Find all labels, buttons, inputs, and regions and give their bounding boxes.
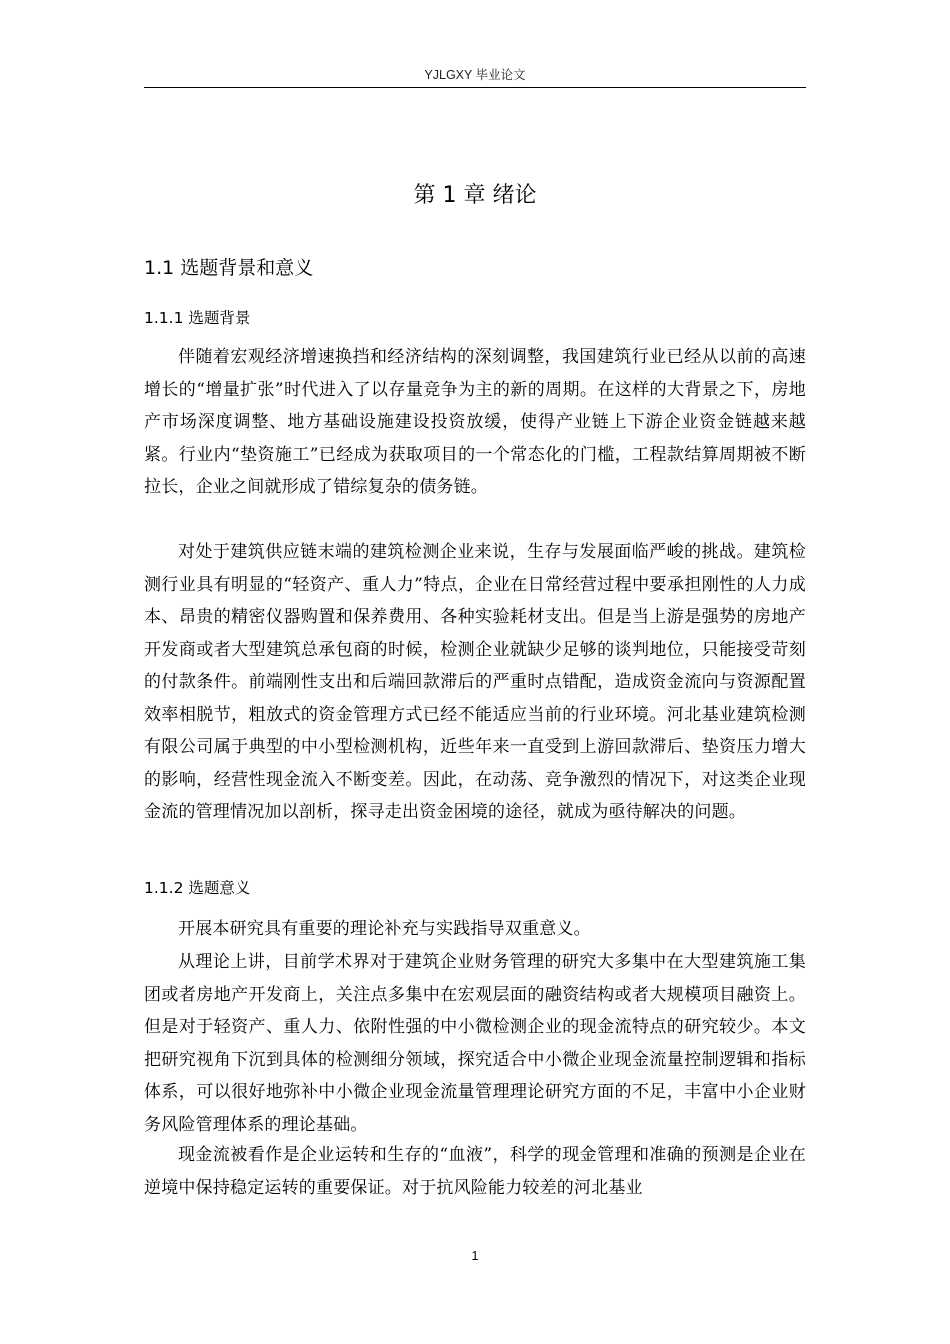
- chapter-title: 第 1 章 绪论: [413, 183, 537, 208]
- page-header: YJLGXY 毕业论文: [424, 68, 526, 82]
- section-title: 1.1 选题背景和意义: [144, 257, 314, 279]
- paragraph-significance-theory: 从理论上讲，目前学术界对于建筑企业财务管理的研究大多集中在大型建筑施工集团或者房地产开发商上，关注点多集中在宏观层面的融资结构或者大规模项目融资上。但是对于轻资产、重人力、依附性强的中小微检测企业的现金流特点的研究较少。本文把研究视角下沉到具体的检测细分领域，探究适合中小微企业现金流量控制逻辑和指标体系，可以很好地弥补中小微企业现金流量管理理论研究方面的不足，丰富中小企业财务风险管理体系的理论基础。: [144, 952, 806, 1135]
- paragraph-background-2: 对处于建筑供应链末端的建筑检测企业来说，生存与发展面临严峻的挑战。建筑检测行业具有明显的“轻资产、重人力”特点，企业在日常经营过程中要承担刚性的人力成本、昂贵的精密仪器购置和保养费用、各种实验耗材支出。但是当上游是强势的房地产开发商或者大型建筑总承包商的时候，检测企业就缺少足够的谈判地位，只能接受苛刻的付款条件。前端刚性支出和后端回款滞后的严重时点错配，造成资金流向与资源配置效率相脱节，粗放式的资金管理方式已经不能适应当前的行业环境。河北基业建筑检测有限公司属于典型的中小型检测机构，近些年来一直受到上游回款滞后、垫资压力增大的影响，经营性现金流入不断变差。因此，在动荡、竞争激烈的情况下，对这类企业现金流的管理情况加以剖析，探寻走出资金困境的途径，就成为亟待解决的问题。: [144, 542, 806, 822]
- page-number: 1: [471, 1249, 479, 1263]
- paragraph-background-1: 伴随着宏观经济增速换挡和经济结构的深刻调整，我国建筑行业已经从以前的高速增长的“增量扩张”时代进入了以存量竞争为主的新的周期。在这样的大背景之下，房地产市场深度调整、地方基础设施建设投资放缓，使得产业链上下游企业资金链越来越紧。行业内“垫资施工”已经成为获取项目的一个常态化的门槛，工程款结算周期被不断拉长，企业之间就形成了错综复杂的债务链。: [144, 347, 806, 497]
- subsection-title-significance: 1.1.2 选题意义: [144, 879, 251, 897]
- paragraph-significance-intro: 开展本研究具有重要的理论补充与实践指导双重意义。: [178, 919, 591, 939]
- header-divider: [144, 87, 806, 88]
- subsection-title-background: 1.1.1 选题背景: [144, 309, 251, 327]
- paragraph-significance-practice: 现金流被看作是企业运转和生存的“血液”，科学的现金管理和准确的预测是企业在逆境中保持稳定运转的重要保证。对于抗风险能力较差的河北基业: [144, 1145, 806, 1198]
